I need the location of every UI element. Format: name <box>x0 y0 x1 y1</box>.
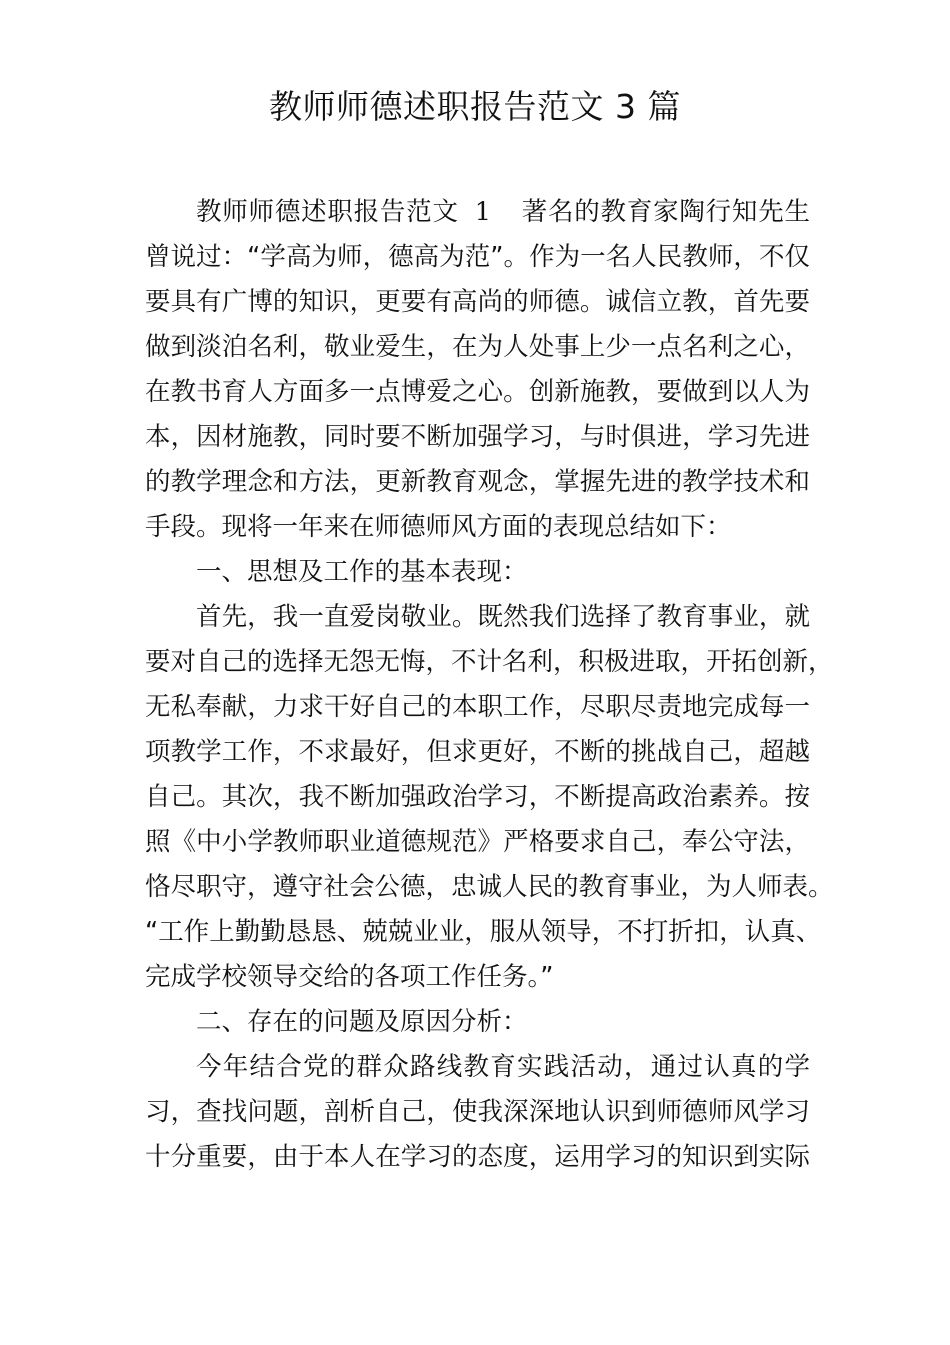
paragraph-line: 手段。现将一年来在师德师风方面的表现总结如下： <box>145 512 732 542</box>
paragraph-line: 习，查找问题，剖析自己，使我深深地认识到师德师风学习 <box>145 1097 810 1127</box>
paragraph-line: 十分重要，由于本人在学习的态度，运用学习的知识到实际 <box>145 1142 810 1172</box>
paragraph-line: 照《中小学教师职业道德规范》严格要求自己，奉公守法， <box>145 827 810 857</box>
paragraph-line: 今年结合党的群众路线教育实践活动，通过认真的学 <box>196 1052 810 1082</box>
paragraph-line: “工作上勤勤恳恳、兢兢业业，服从领导，不打折扣，认真、 <box>145 917 822 947</box>
paragraph-line: 曾说过：“学高为师，德高为范”。作为一名人民教师，不仅 <box>145 242 810 272</box>
paragraph-line: 首先，我一直爱岗敬业。既然我们选择了教育事业，就 <box>196 602 810 632</box>
section-heading: 一、思想及工作的基本表现： <box>196 557 528 587</box>
paragraph-line: 要对自己的选择无怨无悔，不计名利，积极进取，开拓创新， <box>145 647 834 677</box>
paragraph-line: 无私奉献，力求干好自己的本职工作，尽职尽责地完成每一 <box>145 692 810 722</box>
paragraph-text: 著名的教育家陶行知先生 <box>520 197 810 227</box>
paragraph-line <box>145 190 810 235</box>
document-title: 教师师德述职报告范文 3 篇 <box>269 87 681 126</box>
article-heading-label: 教师师德述职报告范文 <box>196 197 459 227</box>
paragraph-line: 自己。其次，我不断加强政治学习，不断提高政治素养。按 <box>145 782 810 812</box>
paragraph-line: 项教学工作，不求最好，但求更好，不断的挑战自己，超越 <box>145 737 810 767</box>
paragraph-line: 的教学理念和方法，更新教育观念，掌握先进的教学技术和 <box>145 467 810 497</box>
document-body <box>145 190 834 1180</box>
paragraph-line: 恪尽职守，遵守社会公德，忠诚人民的教育事业，为人师表。 <box>145 872 834 902</box>
paragraph-line: 在教书育人方面多一点博爱之心。创新施教，要做到以人为 <box>145 377 810 407</box>
paragraph-line: 要具有广博的知识，更要有高尚的师德。诚信立教，首先要 <box>145 287 810 317</box>
paragraph-line: 做到淡泊名利，敬业爱生，在为人处事上少一点名利之心， <box>145 332 810 362</box>
paragraph-line: 本，因材施教，同时要不断加强学习，与时俱进，学习先进 <box>145 422 810 452</box>
section-heading: 二、存在的问题及原因分析： <box>196 1007 528 1037</box>
article-heading-number: 1 <box>474 197 491 227</box>
paragraph-line: 完成学校领导交给的各项工作任务。” <box>145 962 554 992</box>
